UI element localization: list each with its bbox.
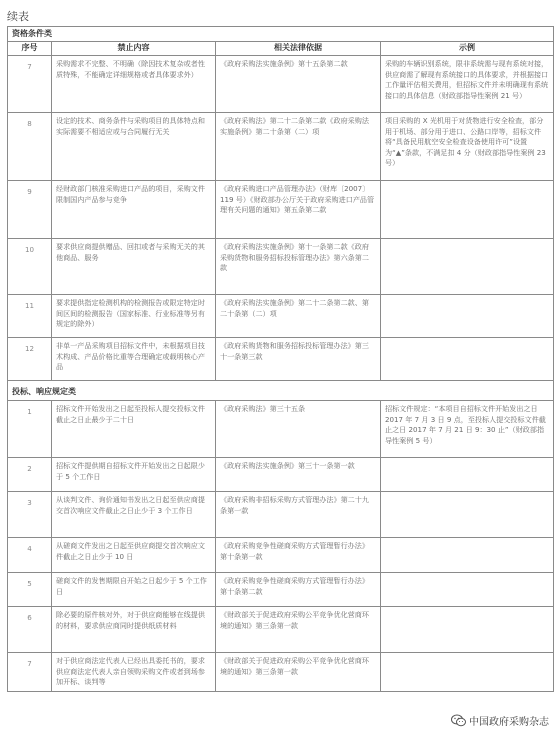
row-content: 招标文件提供期自招标文件开始发出之日起限少于 5 个工作日 bbox=[52, 458, 216, 492]
row-number: 7 bbox=[8, 653, 52, 691]
row-content: 招标文件开始发出之日起至投标人提交投标文件截止之日止最少于二十日 bbox=[52, 401, 216, 458]
watermark bbox=[451, 713, 549, 728]
row-law: 《政府采购进口产品管理办法》（财库〔2007〕119 号）《财政部办公厅关于政府采购进口产品管理有关问题的通知》第五条第二款 bbox=[216, 181, 381, 239]
prohibition-table bbox=[7, 26, 554, 692]
row-law: 《政府采购法实施条例》第十一条第二款《政府采购货物和服务招标投标管理办法》第六条第二款 bbox=[216, 239, 381, 295]
row-law: 《财政部关于促进政府采购公平竞争优化营商环境的通知》第三条第一款 bbox=[216, 607, 381, 653]
row-number: 4 bbox=[8, 538, 52, 573]
row-number: 8 bbox=[8, 113, 52, 181]
watermark-text: 中国政府采购杂志 bbox=[469, 717, 549, 728]
row-number: 11 bbox=[8, 295, 52, 338]
row-number: 6 bbox=[8, 607, 52, 653]
header-no: 序号 bbox=[8, 42, 52, 56]
row-number: 12 bbox=[8, 338, 52, 381]
row-law: 《政府采购非招标采购方式管理办法》第二十九条第一款 bbox=[216, 492, 381, 538]
row-example bbox=[381, 458, 554, 492]
table-row bbox=[8, 401, 554, 458]
table-row bbox=[8, 338, 554, 381]
row-number: 10 bbox=[8, 239, 52, 295]
row-number: 1 bbox=[8, 401, 52, 458]
header-law: 相关法律依据 bbox=[216, 42, 381, 56]
row-number: 5 bbox=[8, 573, 52, 607]
row-example: 项目采购的 X 光机用于对货物进行安全检查，部分用于机场、部分用于进口、公路口岸等，招标文件将“具备民用航空安全检查设备使用许可”设置为“▲”条款，不满足扣 4 分（财政部指导性案例 23 号） bbox=[381, 113, 554, 181]
wechat-icon bbox=[451, 714, 466, 727]
table-row bbox=[8, 239, 554, 295]
header-content: 禁止内容 bbox=[52, 42, 216, 56]
row-content: 要求供应商提供赠品、回扣或者与采购无关的其他商品、服务 bbox=[52, 239, 216, 295]
row-example: 招标文件规定：“本项目自招标文件开始发出之日 2017 年 7 月 3 日 9 点，至投标人提交投标文件截止之日 2017 年 7 月 21 日 9：30 止”（财政部指导性案例 5 号） bbox=[381, 401, 554, 458]
row-law: 《政府采购法》第三十五条 bbox=[216, 401, 381, 458]
row-example bbox=[381, 538, 554, 573]
row-law: 《政府采购法实施条例》第十五条第二款 bbox=[216, 56, 381, 113]
row-number: 3 bbox=[8, 492, 52, 538]
header-example: 示例 bbox=[381, 42, 554, 56]
row-law: 《政府采购竞争性磋商采购方式管理暂行办法》第十条第二款 bbox=[216, 573, 381, 607]
row-content: 采购需求不完整、不明确（除因技术复杂或者性质特殊，不能确定详细规格或者具体要求外） bbox=[52, 56, 216, 113]
row-law: 《政府采购法实施条例》第三十一条第一款 bbox=[216, 458, 381, 492]
row-number: 2 bbox=[8, 458, 52, 492]
row-example: 采购的车辆识别系统，限非系统需与现有系统对接，供应商需了解现有系统接口的具体要求，并根据接口工作量评估相关费用，但招标文件并未明确现有系统接口的具体信息（财政部指导性案例 21 号） bbox=[381, 56, 554, 113]
row-content: 经财政部门核准采购进口产品的项目，采购文件限制国内产品参与竞争 bbox=[52, 181, 216, 239]
row-example bbox=[381, 295, 554, 338]
row-example bbox=[381, 338, 554, 381]
table-row bbox=[8, 295, 554, 338]
table-row bbox=[8, 56, 554, 113]
row-law: 《政府采购法》第二十二条第二款《政府采购法实施条例》第二十条第（二）项 bbox=[216, 113, 381, 181]
table-header bbox=[8, 42, 554, 56]
row-law: 《政府采购竞争性磋商采购方式管理暂行办法》第十条第一款 bbox=[216, 538, 381, 573]
continued-label: 续表 bbox=[7, 10, 29, 23]
table-row bbox=[8, 492, 554, 538]
table-row bbox=[8, 573, 554, 607]
row-content: 从谈判文件、询价通知书发出之日起至供应商提交首次响应文件截止之日止少于 3 个工作日 bbox=[52, 492, 216, 538]
row-content: 磋商文件的发售期限自开始之日起少于 5 个工作日 bbox=[52, 573, 216, 607]
row-content: 除必要的原件核对外，对于供应商能够在线提供的材料，要求供应商同时提供纸质材料 bbox=[52, 607, 216, 653]
section-title-bidding: 投标、响应规定类 bbox=[8, 381, 554, 401]
row-example bbox=[381, 607, 554, 653]
row-number: 7 bbox=[8, 56, 52, 113]
row-law: 《财政部关于促进政府采购公平竞争优化营商环境的通知》第三条第一款 bbox=[216, 653, 381, 691]
row-content: 设定的技术、商务条件与采购项目的具体特点和实际需要不相适应或与合同履行无关 bbox=[52, 113, 216, 181]
row-example bbox=[381, 181, 554, 239]
row-number: 9 bbox=[8, 181, 52, 239]
row-content: 非单一产品采购项目招标文件中，未根据项目技术构成、产品价格比重等合理确定或载明核心产品 bbox=[52, 338, 216, 381]
row-example bbox=[381, 653, 554, 691]
row-example bbox=[381, 492, 554, 538]
table-row bbox=[8, 607, 554, 653]
row-content: 从磋商文件发出之日起至供应商提交首次响应文件截止之日止少于 10 日 bbox=[52, 538, 216, 573]
table-row bbox=[8, 538, 554, 573]
row-content: 要求提供指定检测机构的检测报告或限定特定时间区间的检测报告（国家标准、行业标准等另有规定的除外） bbox=[52, 295, 216, 338]
table-row bbox=[8, 113, 554, 181]
row-example bbox=[381, 239, 554, 295]
table-row bbox=[8, 181, 554, 239]
row-content: 对于供应商法定代表人已经出具委托书的，要求供应商法定代表人亲自领购采购文件或者到场参加开标、谈判等 bbox=[52, 653, 216, 691]
section-title-qualification: 资格条件类 bbox=[8, 27, 554, 42]
table-row bbox=[8, 458, 554, 492]
table-row bbox=[8, 653, 554, 691]
row-law: 《政府采购货物和服务招标投标管理办法》第三十一条第三款 bbox=[216, 338, 381, 381]
row-law: 《政府采购法实施条例》第二十二条第二款、第二十条第（二）项 bbox=[216, 295, 381, 338]
row-example bbox=[381, 573, 554, 607]
